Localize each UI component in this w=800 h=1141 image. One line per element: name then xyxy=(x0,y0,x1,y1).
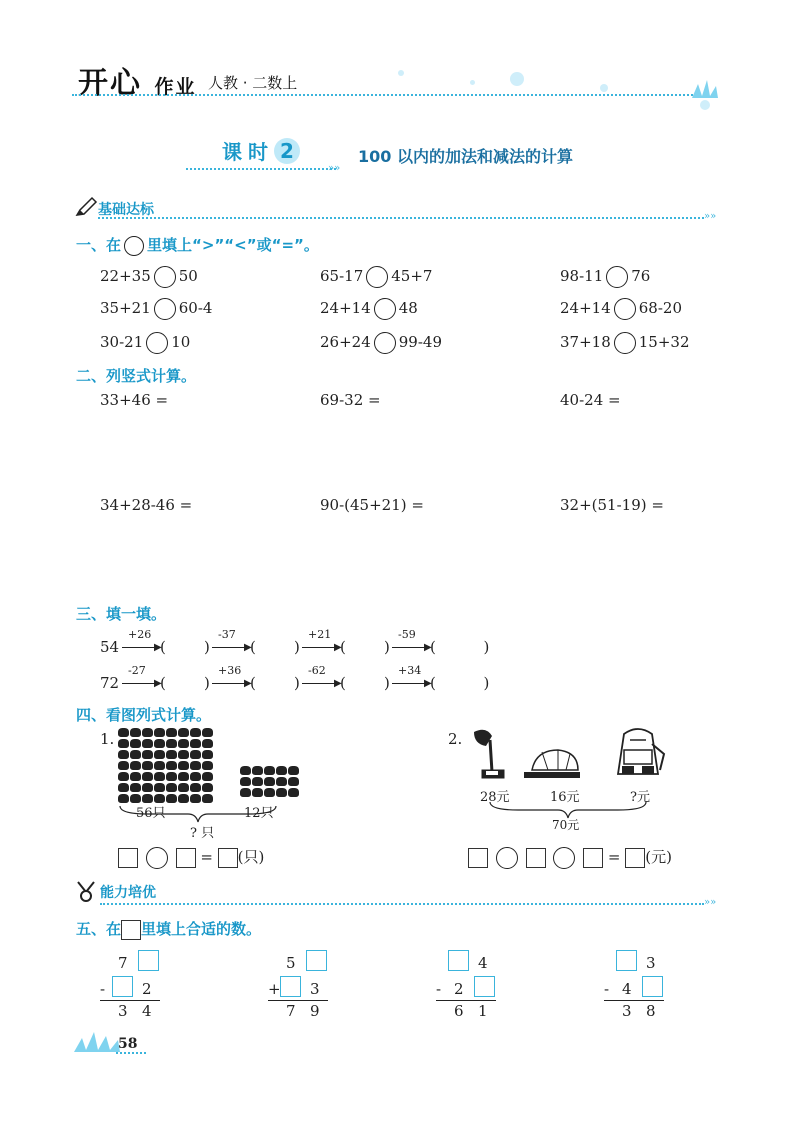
q2-title: 二、列竖式计算。 xyxy=(76,367,197,385)
answer-circle[interactable] xyxy=(614,332,636,354)
label-56: 56只 xyxy=(136,806,166,821)
answer-row-2: = (元) xyxy=(468,846,672,869)
bird-icon xyxy=(178,794,189,803)
fill-box[interactable] xyxy=(280,976,301,997)
blank-parens[interactable]: ( ) xyxy=(430,674,490,692)
bird-icon xyxy=(154,761,165,770)
bird-icon xyxy=(118,794,129,803)
blank-parens[interactable]: ( ) xyxy=(250,638,300,656)
problem-number: 1. xyxy=(100,730,115,748)
bubble-icon xyxy=(600,84,608,92)
bird-icon xyxy=(190,761,201,770)
compare-item: 35+21 60-4 xyxy=(100,298,212,320)
blank-parens[interactable]: ( ) xyxy=(250,674,300,692)
compare-item: 24+14 68-20 xyxy=(560,298,682,320)
bird-icon xyxy=(202,794,213,803)
vertical-problem: 5 + 3 7 9 xyxy=(268,950,338,1020)
bird-icon xyxy=(166,761,177,770)
bird-icon xyxy=(190,783,201,792)
bird-icon xyxy=(190,772,201,781)
bird-icon xyxy=(154,739,165,748)
bird-icon xyxy=(202,739,213,748)
bird-icon xyxy=(142,739,153,748)
lesson-title: 100 以内的加法和减法的计算 xyxy=(358,147,573,166)
vertical-calc-item: 32+(51-19) = xyxy=(560,496,664,514)
bird-icon xyxy=(264,777,275,786)
blank-parens[interactable]: ( ) xyxy=(430,638,490,656)
bird-icon xyxy=(142,728,153,737)
bird-icon xyxy=(202,728,213,737)
bird-icon xyxy=(130,750,141,759)
bird-icon xyxy=(166,783,177,792)
chevron-right-icon: »» xyxy=(704,897,717,908)
answer-row-1: = (只) xyxy=(118,846,264,869)
bird-icon xyxy=(118,739,129,748)
bird-icon xyxy=(166,794,177,803)
answer-box[interactable] xyxy=(118,848,138,868)
bird-icon xyxy=(142,761,153,770)
answer-circle[interactable] xyxy=(154,298,176,320)
blank-parens[interactable]: ( ) xyxy=(340,638,390,656)
grass-icon xyxy=(72,1030,122,1054)
fill-box[interactable] xyxy=(642,976,663,997)
bird-icon xyxy=(130,783,141,792)
vertical-problem: 4 - 2 6 1 xyxy=(436,950,506,1020)
birds-group-56 xyxy=(118,728,218,806)
bird-icon xyxy=(154,783,165,792)
vertical-calc-item: 40-24 = xyxy=(560,391,621,409)
vertical-calc-item: 34+28-46 = xyxy=(100,496,193,514)
answer-box[interactable] xyxy=(176,848,196,868)
answer-circle[interactable] xyxy=(606,266,628,288)
bird-icon xyxy=(178,772,189,781)
bird-icon xyxy=(252,788,263,797)
fill-box[interactable] xyxy=(616,950,637,971)
fill-box[interactable] xyxy=(306,950,327,971)
chain-start: 72 xyxy=(100,674,120,692)
bubble-icon xyxy=(700,100,710,110)
lesson-label: 课时 xyxy=(222,140,274,164)
bird-icon xyxy=(252,777,263,786)
section-basic-title: 基础达标 xyxy=(98,202,154,218)
answer-circle[interactable] xyxy=(374,332,396,354)
bird-icon xyxy=(142,750,153,759)
grass-icon xyxy=(690,78,722,100)
lamp-icon xyxy=(468,726,508,782)
compare-item: 98-11 76 xyxy=(560,266,650,288)
q5-title: 五、在 里填上合适的数。 xyxy=(76,920,262,938)
answer-circle[interactable] xyxy=(154,266,176,288)
bird-icon xyxy=(240,766,251,775)
bird-icon xyxy=(154,750,165,759)
bird-icon xyxy=(276,777,287,786)
backpack-icon xyxy=(608,724,668,784)
blank-parens[interactable]: ( ) xyxy=(160,638,210,656)
section-advanced-title: 能力培优 xyxy=(100,885,156,901)
trophy-icon xyxy=(74,878,100,904)
bird-icon xyxy=(178,750,189,759)
problem-number: 2. xyxy=(448,730,463,748)
q4-title: 四、看图列式计算。 xyxy=(76,706,212,724)
vertical-problem: 3 - 4 3 8 xyxy=(604,950,674,1020)
page-number: 58 xyxy=(118,1036,138,1052)
bird-icon xyxy=(288,788,299,797)
answer-box[interactable] xyxy=(526,848,546,868)
lesson-underline xyxy=(186,168,336,170)
operator-circle[interactable] xyxy=(553,847,575,869)
answer-box[interactable] xyxy=(218,848,238,868)
bird-icon xyxy=(166,750,177,759)
vertical-calc-item: 90-(45+21) = xyxy=(320,496,424,514)
bird-icon xyxy=(166,728,177,737)
compare-item: 26+24 99-49 xyxy=(320,332,442,354)
compare-item: 22+35 50 xyxy=(100,266,198,288)
fill-box[interactable] xyxy=(448,950,469,971)
answer-circle[interactable] xyxy=(374,298,396,320)
bird-icon xyxy=(202,772,213,781)
bird-icon xyxy=(178,783,189,792)
fill-box[interactable] xyxy=(138,950,159,971)
bird-icon xyxy=(154,728,165,737)
bird-icon xyxy=(276,766,287,775)
bird-icon xyxy=(202,761,213,770)
price-bag: ?元 xyxy=(630,790,650,805)
number-chain: 72 -27 ▶ ( ) +36 ▶ ( ) -62 ▶ ( ) +34 ▶ ( ) xyxy=(100,664,490,692)
bird-icon xyxy=(118,728,129,737)
bird-icon xyxy=(190,739,201,748)
answer-circle[interactable] xyxy=(146,332,168,354)
bubble-icon xyxy=(398,70,404,76)
header-divider xyxy=(72,94,708,96)
answer-box[interactable] xyxy=(625,848,645,868)
bird-icon xyxy=(264,788,275,797)
bird-icon xyxy=(130,761,141,770)
bird-icon xyxy=(118,772,129,781)
price-cap: 16元 xyxy=(550,790,580,805)
bird-icon xyxy=(118,761,129,770)
compare-item: 24+14 48 xyxy=(320,298,418,320)
bird-icon xyxy=(276,788,287,797)
bird-icon xyxy=(240,788,251,797)
q3-title: 三、填一填。 xyxy=(76,605,167,623)
q1-title: 一、在 里填上“>”“<”或“=”。 xyxy=(76,236,319,254)
bird-icon xyxy=(190,750,201,759)
compare-item: 30-21 10 xyxy=(100,332,190,354)
label-total: ? 只 xyxy=(190,826,215,841)
bird-icon xyxy=(118,750,129,759)
price-total: 70元 xyxy=(552,818,580,832)
bird-icon xyxy=(288,766,299,775)
book-subtitle: 人教 · 二数上 xyxy=(208,74,298,92)
pencil-icon xyxy=(74,196,98,220)
bird-icon xyxy=(252,766,263,775)
section-divider xyxy=(100,903,704,905)
bird-icon xyxy=(130,739,141,748)
chevron-right-icon: »» xyxy=(704,211,717,222)
bird-icon xyxy=(130,772,141,781)
answer-box[interactable] xyxy=(583,848,603,868)
bird-icon xyxy=(202,783,213,792)
bubble-icon xyxy=(470,80,475,85)
blank-parens[interactable]: ( ) xyxy=(340,674,390,692)
chevron-right-icon: »» xyxy=(328,163,341,174)
bird-icon xyxy=(166,772,177,781)
operator-circle[interactable] xyxy=(146,847,168,869)
price-lamp: 28元 xyxy=(480,790,510,805)
compare-item: 37+18 15+32 xyxy=(560,332,690,354)
lesson-number: 2 xyxy=(274,138,300,164)
operator-circle[interactable] xyxy=(496,847,518,869)
bubble-icon xyxy=(510,72,524,86)
bird-icon xyxy=(142,772,153,781)
bird-icon xyxy=(202,750,213,759)
compare-item: 65-17 45+7 xyxy=(320,266,432,288)
blank-parens[interactable]: ( ) xyxy=(160,674,210,692)
answer-box[interactable] xyxy=(468,848,488,868)
bird-icon xyxy=(118,783,129,792)
number-chain: 54 +26 ▶ ( ) -37 ▶ ( ) +21 ▶ ( ) -59 ▶ ( ) xyxy=(100,628,490,656)
vertical-calc-item: 69-32 = xyxy=(320,391,381,409)
bird-icon xyxy=(264,766,275,775)
section-divider xyxy=(98,217,704,219)
bird-icon xyxy=(130,728,141,737)
footer-divider xyxy=(116,1052,146,1054)
vertical-calc-item: 33+46 = xyxy=(100,391,169,409)
vertical-problem: 7 - 2 3 4 xyxy=(100,950,170,1020)
birds-group-12 xyxy=(240,766,300,806)
answer-circle[interactable] xyxy=(614,298,636,320)
bird-icon xyxy=(142,783,153,792)
bird-icon xyxy=(166,739,177,748)
bird-icon xyxy=(190,728,201,737)
label-12: 12只 xyxy=(244,806,274,821)
bird-icon xyxy=(288,777,299,786)
cap-icon xyxy=(522,748,584,782)
chain-start: 54 xyxy=(100,638,120,656)
bird-icon xyxy=(190,794,201,803)
bird-icon xyxy=(178,761,189,770)
answer-circle[interactable] xyxy=(366,266,388,288)
bird-icon xyxy=(240,777,251,786)
bird-icon xyxy=(178,739,189,748)
bird-icon xyxy=(154,772,165,781)
book-title: 开心 作业 xyxy=(78,66,197,101)
fill-box[interactable] xyxy=(474,976,495,997)
fill-box[interactable] xyxy=(112,976,133,997)
bird-icon xyxy=(178,728,189,737)
